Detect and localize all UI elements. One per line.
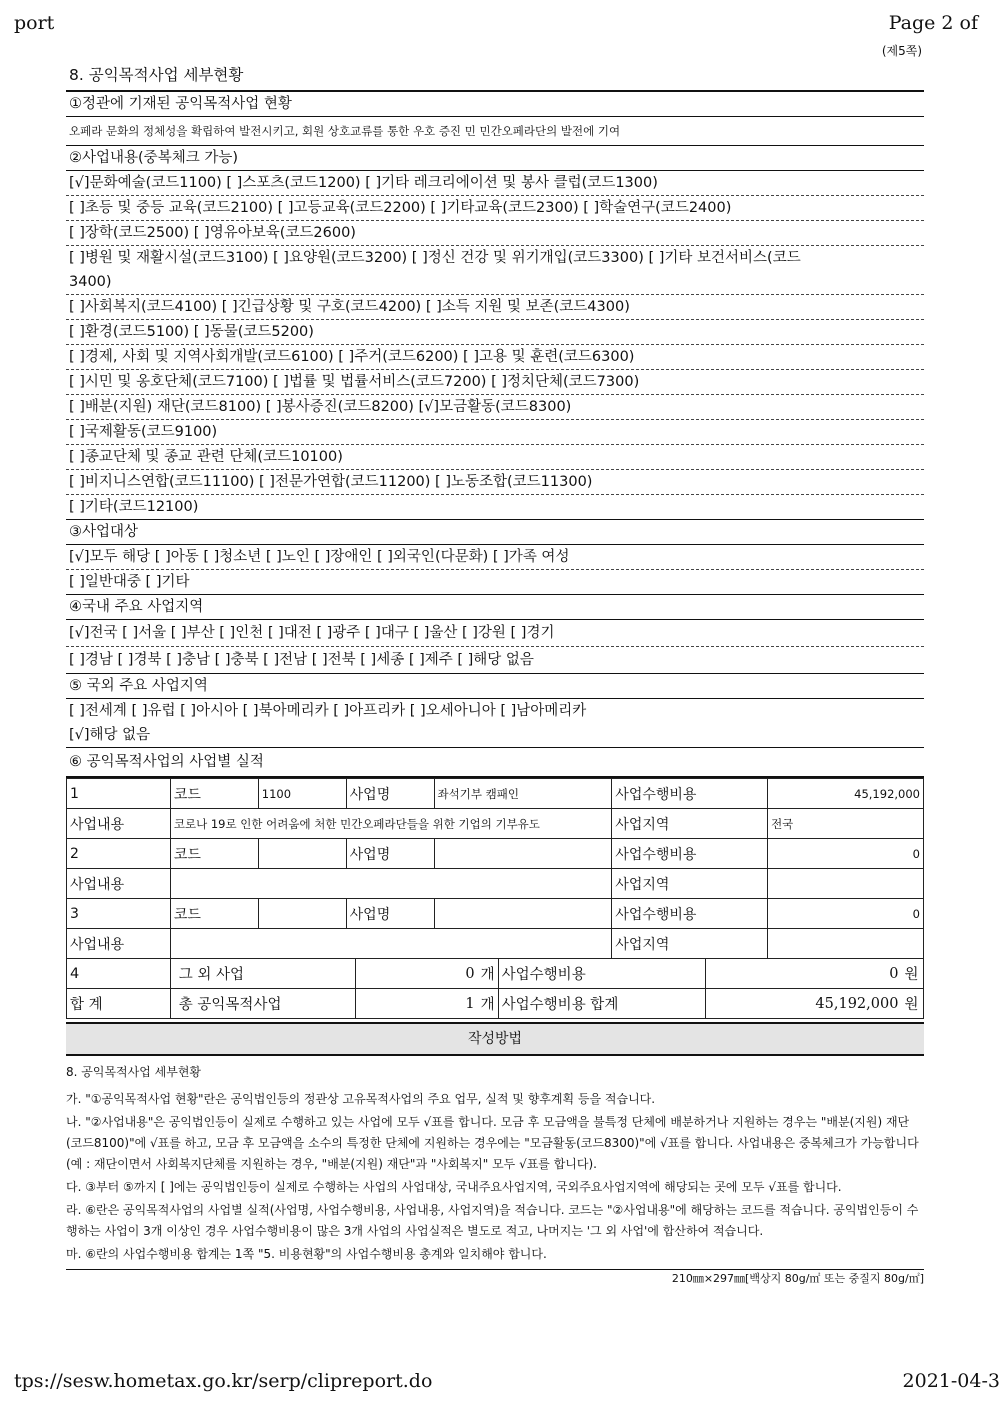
s3-line: [√]모두 해당 [ ]아동 [ ]청소년 [ ]노인 [ ]장애인 [ ]외국인(다문화) [ ]가족 여성	[66, 545, 924, 570]
table-row	[67, 959, 924, 989]
name-label: 사업명	[346, 899, 434, 929]
project-cost: 45,192,000	[768, 779, 924, 809]
table-row	[67, 809, 924, 839]
summary-table	[66, 958, 924, 1019]
content-label: 사업내용	[67, 809, 171, 839]
project-code	[258, 899, 346, 929]
table-row	[67, 779, 924, 809]
s2-line: [ ]시민 및 옹호단체(코드7100) [ ]법률 및 법률서비스(코드7200) [ ]정치단체(코드7300)	[66, 370, 924, 395]
s2-line: [ ]초등 및 중등 교육(코드2100) [ ]고등교육(코드2200) [ ]기타교육(코드2300) [ ]학술연구(코드2400)	[66, 196, 924, 221]
region-label: 사업지역	[612, 809, 768, 839]
s1-text: 오페라 문화의 정체성을 확립하여 발전시키고, 회원 상호교류를 통한 우호 증진 민 민간오페라단의 발전에 기여	[66, 117, 924, 146]
howto-title: 작성방법	[66, 1022, 924, 1056]
s2-line: [ ]환경(코드5100) [ ]동물(코드5200)	[66, 320, 924, 345]
s2-line: 3400)	[66, 270, 924, 295]
note-item: 나. "②사업내용"은 공익법인등이 실제로 수행하고 있는 사업에 모두 √표를 합니다. 모금 후 모금액을 불특정 단체에 배분하거나 지원하는 경우는 "배분(지원) 재단(코드8100)"에 √표를 하고, 모금 후 모금액을 소수의 특정한 단체에 지원하는 경우에는 "모금활동(코드8300)"에 √표를 합니다. 사업내용은 중복체크가 가능합니다(예 : 재단이면서 사회복지단체를 지원하는 경우, "배분(지원) 재단"과 "사회복지" 모두 √표를 합니다).	[66, 1115, 919, 1171]
s6-title: ⑥ 공익목적사업의 사업별 실적	[66, 748, 924, 778]
form-body	[66, 60, 924, 1288]
total-label: 합 계	[67, 989, 171, 1019]
section-title: 8. 공익목적사업 세부현황	[66, 60, 924, 92]
print-footer-date: 2021-04-3	[902, 1370, 1000, 1392]
project-name	[434, 839, 612, 869]
region-label: 사업지역	[612, 869, 768, 899]
notes	[66, 1062, 924, 1265]
table-row	[67, 989, 924, 1019]
name-label: 사업명	[346, 779, 434, 809]
project-no: 1	[67, 779, 171, 809]
s2-list	[66, 171, 924, 520]
note-item: 다. ③부터 ⑤까지 [ ]에는 공익법인등이 실제로 수행하는 사업의 사업대상, 국내주요사업지역, 국외주요사업지역에 해당되는 곳에 모두 √표를 합니다.	[66, 1180, 842, 1194]
s5-line: [√]해당 없음	[66, 723, 924, 748]
s2-line: [√]문화예술(코드1100) [ ]스포츠(코드1200) [ ]기타 레크리에이션 및 봉사 클럽(코드1300)	[66, 171, 924, 196]
project-code	[258, 839, 346, 869]
s2-line: [ ]기타(코드12100)	[66, 495, 924, 520]
table-row	[67, 899, 924, 929]
s2-line: [ ]병원 및 재활시설(코드3100) [ ]요양원(코드3200) [ ]정신 건강 및 위기개입(코드3300) [ ]기타 보건서비스(코드	[69, 250, 801, 266]
cost-label: 사업수행비용	[612, 899, 768, 929]
print-footer-url: tps://sesw.hometax.go.kr/serp/clipreport.do	[14, 1370, 433, 1392]
s4-line: [ ]경남 [ ]경북 [ ]충남 [ ]충북 [ ]전남 [ ]전북 [ ]세종 [ ]제주 [ ]해당 없음	[66, 647, 924, 674]
project-region	[768, 929, 924, 959]
total-count: 1	[356, 989, 478, 1019]
project-no: 2	[67, 839, 171, 869]
s3-line: [ ]일반대중 [ ]기타	[66, 570, 924, 595]
total-cost-label: 사업수행비용 합계	[498, 989, 706, 1019]
project-region: 전국	[768, 809, 924, 839]
s1-title: ①정관에 기재된 공익목적사업 현황	[66, 92, 924, 117]
project-code: 1100	[258, 779, 346, 809]
form-page-number: (제5쪽)	[881, 44, 922, 58]
others-cost: 0	[706, 959, 902, 989]
s2-line: [ ]종교단체 및 종교 관련 단체(코드10100)	[66, 445, 924, 470]
s2-line: [ ]비지니스연합(코드11100) [ ]전문가연합(코드11200) [ ]노동조합(코드11300)	[66, 470, 924, 495]
project-no: 3	[67, 899, 171, 929]
cost-label: 사업수행비용	[612, 839, 768, 869]
code-label: 코드	[170, 839, 258, 869]
print-header-page: Page 2 of	[888, 12, 978, 34]
print-header-title: port	[14, 12, 55, 34]
cost-label: 사업수행비용	[498, 959, 706, 989]
project-content: 코로나 19로 인한 어려움에 처한 민간오페라단들을 위한 기업의 기부유도	[170, 809, 611, 839]
total-cost: 45,192,000	[706, 989, 902, 1019]
table-row	[67, 839, 924, 869]
note-item: 가. "①공익목적사업 현황"란은 공익법인등의 정관상 고유목적사업의 주요 업무, 실적 및 향후계획 등을 적습니다.	[66, 1092, 656, 1106]
s5-line: [ ]전세계 [ ]유럽 [ ]아시아 [ ]북아메리카 [ ]아프리카 [ ]오세아니아 [ ]남아메리카	[69, 703, 587, 719]
others-label: 그 외 사업	[170, 959, 356, 989]
code-label: 코드	[170, 779, 258, 809]
content-label: 사업내용	[67, 869, 171, 899]
s3-title: ③사업대상	[66, 520, 924, 545]
project-name: 좌석기부 캠패인	[434, 779, 612, 809]
project-content	[170, 869, 611, 899]
s2-line: [ ]국제활동(코드9100)	[66, 420, 924, 445]
s4-title: ④국내 주요 사업지역	[66, 595, 924, 620]
won-unit: 원	[901, 959, 923, 989]
table-row	[67, 869, 924, 899]
count-unit: 개	[478, 959, 499, 989]
s4-line: [√]전국 [ ]서울 [ ]부산 [ ]인천 [ ]대전 [ ]광주 [ ]대구 [ ]울산 [ ]강원 [ ]경기	[66, 620, 924, 647]
table-row	[67, 929, 924, 959]
note-item: 라. ⑥란은 공익목적사업의 사업별 실적(사업명, 사업수행비용, 사업내용, 사업지역)을 적습니다. 코드는 "②사업내용"에 해당하는 코드를 적습니다. 공익법인등이 수행하는 사업이 3개 이상인 경우 사업수행비용이 많은 3개 사업의 사업실적은 별도로 적고, 나머지는 '그 외 사업'에 합산하여 적습니다.	[66, 1203, 919, 1238]
content-label: 사업내용	[67, 929, 171, 959]
s2-line: [ ]사회복지(코드4100) [ ]긴급상황 및 구호(코드4200) [ ]소득 지원 및 보존(코드4300)	[66, 295, 924, 320]
won-unit: 원	[901, 989, 923, 1019]
notes-title: 8. 공익목적사업 세부현황	[66, 1065, 201, 1079]
s2-line: [ ]경제, 사회 및 지역사회개발(코드6100) [ ]주거(코드6200) [ ]고용 및 훈련(코드6300)	[66, 345, 924, 370]
others-no: 4	[67, 959, 171, 989]
region-label: 사업지역	[612, 929, 768, 959]
paper-size-note: 210㎜×297㎜[백상지 80g/㎡ 또는 중질지 80g/㎡]	[66, 1269, 924, 1288]
project-name	[434, 899, 612, 929]
project-cost: 0	[768, 839, 924, 869]
s2-line: [ ]장학(코드2500) [ ]영유아보육(코드2600)	[66, 221, 924, 246]
projects-table	[66, 778, 924, 959]
s2-title: ②사업내용(중복체크 가능)	[66, 146, 924, 171]
cost-label: 사업수행비용	[612, 779, 768, 809]
total-projects-label: 총 공익목적사업	[170, 989, 356, 1019]
note-item: 마. ⑥란의 사업수행비용 합계는 1쪽 "5. 비용현황"의 사업수행비용 총계와 일치해야 합니다.	[66, 1247, 547, 1261]
code-label: 코드	[170, 899, 258, 929]
s2-line: [ ]배분(지원) 재단(코드8100) [ ]봉사증진(코드8200) [√]모금활동(코드8300)	[66, 395, 924, 420]
others-count: 0	[356, 959, 478, 989]
project-region	[768, 869, 924, 899]
s5-title: ⑤ 국외 주요 사업지역	[66, 674, 924, 699]
count-unit: 개	[478, 989, 499, 1019]
name-label: 사업명	[346, 839, 434, 869]
project-content	[170, 929, 611, 959]
project-cost: 0	[768, 899, 924, 929]
